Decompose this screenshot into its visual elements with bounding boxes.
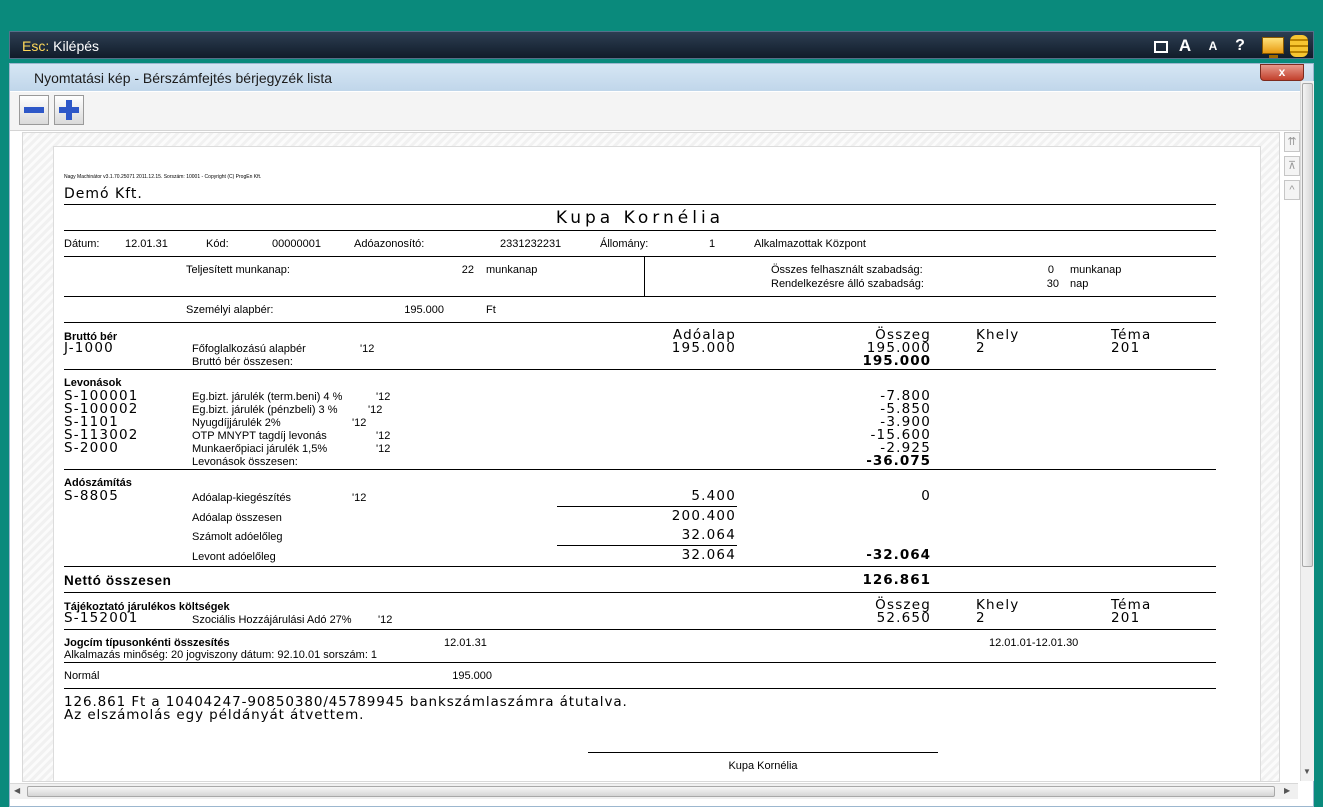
- preview-area[interactable]: [22, 132, 1280, 782]
- app-topbar: [9, 31, 1314, 59]
- esc-key-label: Esc:: [22, 38, 50, 54]
- leave-available-label: Rendelkezésre álló szabadság:: [771, 278, 924, 290]
- info-costs-row-code: S-152001: [64, 610, 139, 626]
- divider: [557, 545, 737, 546]
- scroll-right-icon[interactable]: ▶: [1284, 786, 1291, 795]
- leave-used-label: Összes felhasznált szabadság:: [771, 264, 923, 276]
- deductions-total-value: -36.075: [866, 453, 931, 469]
- divider: [64, 230, 1216, 231]
- up-icon[interactable]: ^: [1284, 180, 1300, 200]
- divider: [64, 322, 1216, 323]
- gross-row-name: Főfoglalkozású alapbér: [192, 343, 306, 355]
- divider: [644, 256, 645, 296]
- scroll-left-icon[interactable]: ◀: [14, 786, 21, 795]
- company-name: Demó Kft.: [64, 186, 143, 202]
- signature-name: Kupa Kornélia: [728, 760, 798, 772]
- vertical-scroll-thumb[interactable]: [1302, 83, 1313, 567]
- info-costs-header-place: Khely: [976, 597, 1020, 613]
- code-value: 00000001: [272, 238, 321, 250]
- deduction-code: S-2000: [64, 440, 119, 456]
- divider: [64, 688, 1216, 689]
- deduction-name: Nyugdíjjárulék 2%: [192, 417, 281, 429]
- leave-available-unit: nap: [1070, 278, 1089, 290]
- deduction-year: '12: [376, 443, 391, 455]
- normal-label: Normál: [64, 670, 100, 682]
- employment-details: Alkalmazás minőség: 20 jogviszony dátum: 92.10.01 sorszám: 1: [64, 649, 378, 661]
- state-label: Állomány:: [600, 238, 649, 250]
- state-value: 1: [709, 238, 716, 250]
- tax-withheld-amount: -32.064: [866, 547, 931, 563]
- signature-line: [588, 752, 938, 753]
- leave-used-unit: munkanap: [1070, 264, 1122, 276]
- tax-row-code: S-8805: [64, 488, 119, 504]
- exit-label: Kilépés: [49, 38, 100, 54]
- close-button[interactable]: x: [1260, 64, 1304, 81]
- gross-total-label: Bruttó bér összesen:: [192, 356, 293, 368]
- employee-name-title: Kupa Kornélia: [555, 208, 725, 228]
- base-salary-value: 195.000: [404, 304, 444, 316]
- zoom-in-button[interactable]: [54, 95, 84, 125]
- help-button[interactable]: ?: [1235, 37, 1245, 54]
- horizontal-scroll-thumb[interactable]: [27, 786, 1275, 797]
- tax-id-value: 2331232231: [500, 238, 562, 250]
- code-label: Kód:: [206, 238, 229, 250]
- normal-value: 195.000: [452, 670, 492, 682]
- coins-icon[interactable]: [1290, 35, 1308, 57]
- tax-calculated-value: 32.064: [681, 527, 736, 543]
- tax-id-label: Adóazonosító:: [354, 238, 425, 250]
- info-costs-header-topic: Téma: [1111, 597, 1152, 613]
- legal-summary-title: Jogcím típusonkénti összesítés: [64, 637, 230, 649]
- zoom-toolbar: [10, 92, 1300, 131]
- divider: [557, 506, 737, 507]
- vertical-scrollbar[interactable]: [1300, 81, 1314, 781]
- deduction-amount: -7.800: [880, 388, 931, 404]
- deduction-year: '12: [368, 404, 383, 416]
- deduction-amount: -15.600: [870, 427, 931, 443]
- divider: [64, 256, 1216, 257]
- program-info: Nagy Machinátor v3.1.70.25071 2011.12.15. Sorszám: 10001 - Copyright (C) ProgEn Kft.: [64, 174, 262, 180]
- column-header-amount: Összeg: [875, 327, 931, 343]
- gross-section-title: Bruttó bér: [64, 331, 118, 343]
- divider: [64, 629, 1216, 630]
- legal-summary-date: 12.01.31: [444, 637, 487, 649]
- deduction-name: OTP MNYPT tagdíj levonás: [192, 430, 327, 442]
- tax-section-title: Adószámítás: [64, 477, 132, 489]
- gross-total-value: 195.000: [862, 353, 931, 369]
- deduction-year: '12: [376, 430, 391, 442]
- tax-withheld-value: 32.064: [681, 547, 736, 563]
- info-costs-row-topic: 201: [1111, 610, 1141, 626]
- tax-row-base: 5.400: [691, 488, 736, 504]
- maximize-icon[interactable]: [1150, 36, 1172, 56]
- info-costs-row-amount: 52.650: [876, 610, 931, 626]
- info-costs-row-place: 2: [976, 610, 986, 626]
- transfer-note: 126.861 Ft a 10404247-90850380/45789945 bankszámlaszámra átutalva.: [64, 694, 628, 710]
- gross-row-amount: 195.000: [866, 340, 931, 356]
- gross-row-tax-base: 195.000: [671, 340, 736, 356]
- deduction-year: '12: [352, 417, 367, 429]
- date-value: 12.01.31: [125, 238, 168, 250]
- divider: [64, 592, 1216, 593]
- first-page-icon[interactable]: ⇈: [1284, 132, 1300, 152]
- net-total-value: 126.861: [862, 572, 931, 588]
- tax-base-total-value: 200.400: [671, 508, 736, 524]
- info-costs-row-name: Szociális Hozzájárulási Adó 27%: [192, 614, 352, 626]
- deduction-code: S-113002: [64, 427, 139, 443]
- divider: [64, 662, 1216, 663]
- column-header-tax-base: Adóalap: [672, 327, 736, 343]
- divider: [64, 369, 1216, 370]
- gross-row-topic: 201: [1111, 340, 1141, 356]
- document-page: [53, 146, 1261, 782]
- exit-button[interactable]: [22, 38, 99, 54]
- leave-available-value: 30: [1046, 278, 1059, 290]
- deductions-total-label: Levonások összesen:: [192, 456, 298, 468]
- deduction-year: '12: [376, 391, 391, 403]
- worked-days-unit: munkanap: [486, 264, 538, 276]
- deduction-amount: -3.900: [880, 414, 931, 430]
- gross-row-place: 2: [976, 340, 986, 356]
- worked-days-value: 22: [461, 264, 474, 276]
- divider: [64, 296, 1216, 297]
- font-decrease-button[interactable]: A: [1208, 39, 1218, 53]
- base-salary-unit: Ft: [486, 304, 496, 316]
- column-header-place: Khely: [976, 327, 1020, 343]
- leave-used-value: 0: [1047, 264, 1054, 276]
- deductions-section-title: Levonások: [64, 377, 122, 389]
- column-header-topic: Téma: [1111, 327, 1152, 343]
- worked-days-label: Teljesített munkanap:: [186, 264, 290, 276]
- info-costs-row-year: '12: [378, 614, 393, 626]
- tax-row-year: '12: [352, 492, 367, 504]
- scroll-down-icon[interactable]: ▼: [1303, 767, 1311, 776]
- deduction-amount: -2.925: [880, 440, 931, 456]
- date-label: Dátum:: [64, 238, 100, 250]
- gross-row-code: J-1000: [64, 340, 114, 356]
- print-preview-window: [9, 63, 1314, 807]
- department: Alkalmazottak Központ: [754, 238, 866, 250]
- page-up-icon[interactable]: ⊼: [1284, 156, 1300, 176]
- deduction-amount: -5.850: [880, 401, 931, 417]
- tax-withheld-label: Levont adóelőleg: [192, 551, 276, 563]
- deduction-name: Eg.bizt. járulék (term.beni) 4 %: [192, 391, 343, 403]
- legal-summary-period: 12.01.01-12.01.30: [989, 637, 1079, 649]
- tax-base-total-label: Adóalap összesen: [192, 512, 282, 524]
- tax-row-amount: 0: [921, 488, 931, 504]
- gross-row-year: '12: [360, 343, 375, 355]
- info-costs-section-title: Tájékoztató járulékos költségek: [64, 601, 230, 613]
- deduction-code: S-100001: [64, 388, 139, 404]
- monitor-icon[interactable]: [1262, 37, 1284, 54]
- tax-calculated-label: Számolt adóelőleg: [192, 531, 283, 543]
- net-total-label: Nettó összesen: [64, 573, 172, 588]
- info-costs-header-amount: Összeg: [875, 597, 931, 613]
- deduction-name: Munkaerőpiaci járulék 1,5%: [192, 443, 328, 455]
- deduction-name: Eg.bizt. járulék (pénzbeli) 3 %: [192, 404, 338, 416]
- horizontal-scrollbar[interactable]: [10, 783, 1298, 799]
- divider: [64, 204, 1216, 205]
- font-increase-button[interactable]: A: [1178, 36, 1192, 55]
- base-salary-label: Személyi alapbér:: [186, 304, 274, 316]
- divider: [64, 469, 1216, 470]
- window-titlebar: [10, 64, 1313, 91]
- receipt-note: Az elszámolás egy példányát átvettem.: [64, 707, 365, 723]
- tax-row-name: Adóalap-kiegészítés: [192, 492, 292, 504]
- zoom-out-button[interactable]: [19, 95, 49, 125]
- window-title: Nyomtatási kép - Bérszámfejtés bérjegyzék lista: [34, 70, 332, 86]
- divider: [64, 566, 1216, 567]
- deduction-code: S-1101: [64, 414, 119, 430]
- deduction-code: S-100002: [64, 401, 139, 417]
